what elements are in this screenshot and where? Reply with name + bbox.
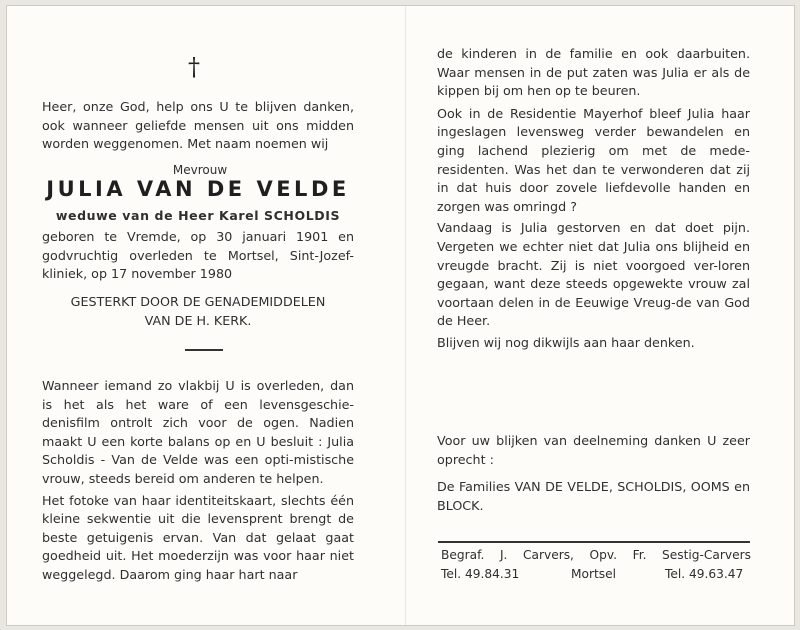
sacrament-line-1: GESTERKT DOOR DE GENADEMIDDELEN [70, 294, 326, 309]
divider [185, 349, 223, 351]
phone-left: Tel. 49.84.31 [441, 567, 520, 581]
footer-divider [438, 541, 750, 543]
paragraph: Blijven wij nog dikwijls aan haar denken. [437, 334, 695, 350]
intro-prayer [42, 98, 354, 154]
sacrament-note [42, 293, 354, 330]
widow-line: weduwe van de Heer Karel SCHOLDIS [55, 208, 341, 223]
thanks-section [437, 432, 750, 515]
paragraph: Wanneer iemand zo vlakbij U is overleden, dan is het als het ware of een levensgeschie-denisfilm ontrolt zich voor de ogen. Nadien maakt U een korte balans op en U besluit : Julia Scholdis - Van de Velde was een opti-mistische vrouw, steeds bereid om anderen te helpen. [42, 378, 354, 486]
town: Mortsel [571, 567, 616, 581]
cross-icon: † [188, 53, 200, 81]
paragraph: de kinderen in de familie en ook daarbuiten. Waar mensen in de put zaten was Julia er als de kippen bij om hen op te beuren. [437, 46, 750, 99]
phone-right: Tel. 49.63.47 [665, 567, 744, 581]
thanks-text: Voor uw blijken van deelneming danken U zeer oprecht : [437, 433, 750, 467]
families-text: De Families VAN DE VELDE, SCHOLDIS, OOMS en BLOCK. [437, 479, 750, 513]
remembrance-part-2 [437, 45, 750, 353]
birth-death-text: geboren te Vremde, op 30 januari 1901 en godvruchtig overleden te Mortsel, Sint-Jozef-kliniek, op 17 november 1980 [42, 229, 354, 282]
paragraph: Ook in de Residentie Mayerhof bleef Julia haar ingeslagen levensweg verder bewandelen en ging lachend plezierig om met de mede-residenten. Was het dan te verwonderen dat zij in dat huis door zovele liefdevolle handen en zorgen was omringd ? [437, 105, 750, 214]
birth-death-info [42, 228, 354, 284]
sacrament-line-2: VAN DE H. KERK. [144, 312, 252, 328]
undertaker-line: Begraf. J. Carvers, Opv. Fr. Sestig-Carvers [441, 548, 751, 562]
salutation: Mevrouw [172, 163, 228, 177]
fold-line [405, 6, 406, 625]
paragraph: Vandaag is Julia gestorven en dat doet pijn. Vergeten we echter niet dat Julia ons blijheid en vreugde bracht. Zij is niet voorgoed ver-loren gegaan, want deze steeds opgewekte vrouw zal voortaan delen in de Eeuwige Vreug-de van God de Heer. [437, 220, 750, 329]
remembrance-part-1 [42, 377, 354, 585]
paragraph: Het fotoke van haar identiteitskaart, slechts één kleine sekwentie uit die levensprent brengt de beste getuigenis ervan. Van dat gelaat gaat goedheid uit. Het moederzijn was voor haar niet weggelegd. Daarom ging haar hart naar [42, 492, 354, 582]
deceased-name: JULIA VAN DE VELDE [46, 177, 350, 201]
intro-text: Heer, onze God, help ons U te blijven danken, ook wanneer geliefde mensen uit ons midden worden weggenomen. Met naam noemen wij [42, 99, 354, 152]
